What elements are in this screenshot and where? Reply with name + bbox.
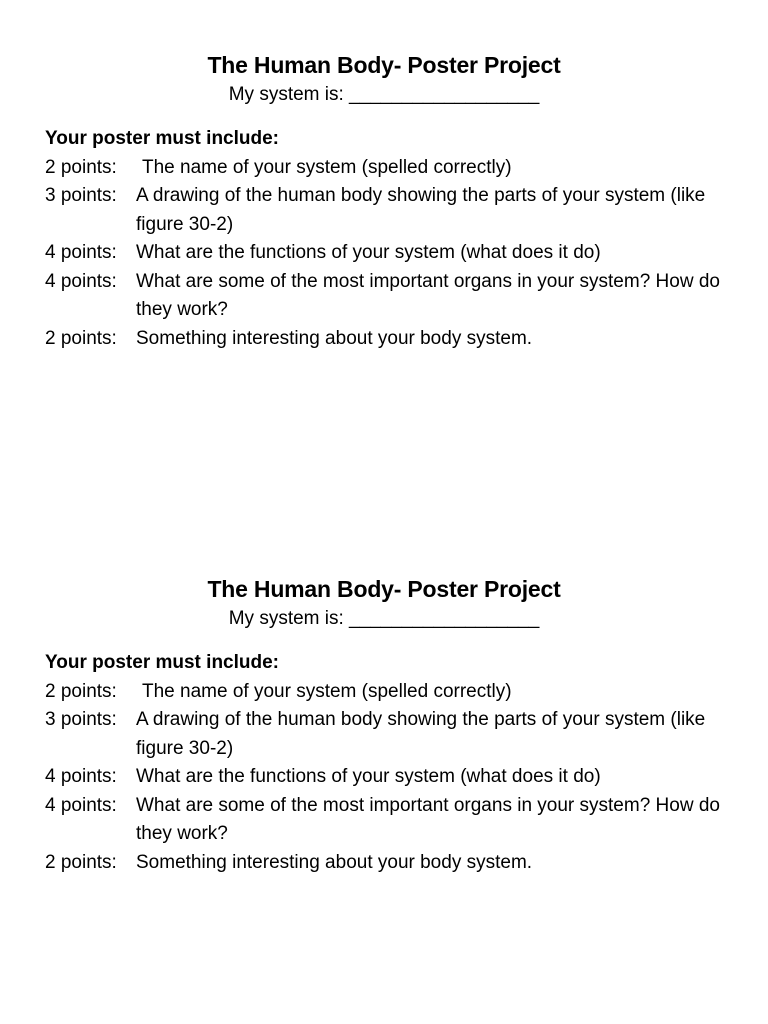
requirements-list bbox=[0, 649, 768, 877]
requirement-points: 3 points: bbox=[45, 709, 117, 730]
requirement-item bbox=[45, 325, 768, 354]
requirement-points: 4 points: bbox=[45, 794, 117, 816]
requirement-item bbox=[45, 792, 768, 849]
requirement-text: What are the functions of your system (what does it do) bbox=[136, 766, 601, 787]
requirement-points: 2 points: bbox=[45, 327, 117, 349]
system-name-line: My system is: __________________ bbox=[228, 608, 540, 629]
requirement-item bbox=[45, 763, 768, 792]
requirement-text: The name of your system (spelled correctly) bbox=[142, 680, 512, 702]
requirement-text: Something interesting about your body system. bbox=[136, 327, 533, 349]
requirement-item bbox=[45, 268, 768, 325]
requirement-points: 2 points: bbox=[45, 680, 117, 702]
requirement-item bbox=[45, 154, 768, 183]
requirement-text: What are some of the most important organs in your system? How do they work? bbox=[136, 794, 720, 844]
requirement-text: A drawing of the human body showing the parts of your system (like figure 30-2) bbox=[136, 709, 706, 759]
requirement-points: 2 points: bbox=[45, 156, 117, 178]
requirement-points: 4 points: bbox=[45, 270, 117, 292]
handout-bottom bbox=[0, 573, 768, 877]
page-title: The Human Body- Poster Project bbox=[207, 52, 561, 78]
requirement-text: The name of your system (spelled correctly) bbox=[142, 156, 512, 178]
system-name-line: My system is: __________________ bbox=[228, 84, 540, 105]
requirement-item bbox=[45, 849, 768, 878]
requirement-text: Something interesting about your body system. bbox=[136, 851, 533, 873]
requirement-points: 4 points: bbox=[45, 766, 117, 787]
requirement-item bbox=[45, 182, 768, 239]
requirements-heading: Your poster must include: bbox=[45, 652, 280, 673]
page-title: The Human Body- Poster Project bbox=[207, 576, 561, 602]
requirement-points: 4 points: bbox=[45, 242, 117, 263]
requirement-item bbox=[45, 706, 768, 763]
requirement-item bbox=[45, 239, 768, 268]
requirement-text: A drawing of the human body showing the parts of your system (like figure 30-2) bbox=[136, 185, 706, 235]
requirement-points: 2 points: bbox=[45, 851, 117, 873]
requirements-list bbox=[0, 125, 768, 353]
requirement-points: 3 points: bbox=[45, 185, 117, 206]
requirement-item bbox=[45, 678, 768, 707]
requirements-heading: Your poster must include: bbox=[45, 128, 280, 149]
requirement-text: What are the functions of your system (what does it do) bbox=[136, 242, 601, 263]
requirement-text: What are some of the most important organs in your system? How do they work? bbox=[136, 270, 720, 320]
handout-top bbox=[0, 49, 768, 353]
